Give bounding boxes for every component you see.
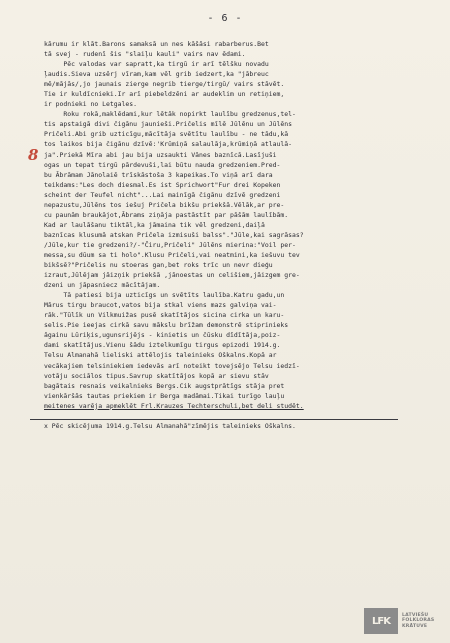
text-line: Tie ir kuldīcnieki.Ir arī piebeldzēni ar audeklim un retiņiem, bbox=[44, 90, 285, 99]
text-line: vecākajiem telsiniekiem iedevās arī noteikt tovejsējo Telsu iedzī- bbox=[44, 361, 300, 370]
text-line: ja".Priekā Mīra abi jau bija uzsaukti Vānes baznīcā.Lasījuši bbox=[44, 150, 277, 159]
text-line: meitenes varēja apmeklēt Frl.Krauzes Techterschuli,bet deli studēt. bbox=[44, 401, 304, 410]
text-line: cu paunām braukājot,Ābrams ziņāja pastāstīt par pāšām laulībām. bbox=[44, 210, 289, 219]
text-line: votāju sociālos tipus.Savrup skatītājos kopā ar sievu stāv bbox=[44, 371, 269, 380]
text-line: bikšsē?"Pričelis nu stoeras gan,bet roks trīc un nevr dieģu bbox=[44, 261, 273, 270]
margin-mark: 8 bbox=[28, 146, 39, 164]
text-line: Pēc valodas var sapratt,ka tirgū ir arī tēlšku novadu bbox=[44, 60, 269, 69]
text-line: kārumu ir klāt.Barons samaksā un nes kāšāsi rabarberus.Bet bbox=[44, 40, 269, 48]
text-line: tā svej - rudenī šis "slaiļu kauli" vairs nav ēdami. bbox=[44, 50, 246, 59]
text-line: scheint der Teufel nicht"...Lai mainīgā čigānu dzīvē gredzeni bbox=[44, 190, 281, 199]
text-line: mē/mājās/,jo jaunais zierge negrib tierge/tirgū/ vairs stāvēt. bbox=[44, 80, 285, 89]
text-line: vienkāršās tautas priekiem ir Berga madāmai.Tikai turīgo lauļu bbox=[44, 391, 285, 400]
text-line: rāk."Tūlīk un Vilkmuižas pusē skatītājos sicina cirka un karu- bbox=[44, 311, 285, 320]
text-line: dami skatītājus.Vienu šādu iztelkumīgu tirgus epizodi 1914.g. bbox=[44, 341, 281, 350]
archive-name-line: KRĀTUVE bbox=[402, 623, 428, 629]
page-number: - 6 - bbox=[207, 13, 243, 24]
text-line: teikdams:"Les doch diesmal.Es ist Sprichwort"Fur drei Kopeken bbox=[44, 180, 281, 189]
text-line: bu Ābrāmam Jānolaiē trīskāstoša 3 kapeikas.To viņā arī dara bbox=[44, 170, 273, 179]
text-line: āgainu Lūriķis,ugunsrijējs - kinietis un čūsku dīdītāja,poiz- bbox=[44, 331, 281, 340]
footnote-line: x Pēc skicējuma 1914.g.Telsu Almanahā"zīmējis taleinieks Oškalns. bbox=[44, 421, 296, 430]
archive-logo: LFK bbox=[364, 608, 398, 634]
text-line: /Jūle,kur tie gredzeni?/-"Čiru,Pričeli" Jūlēns mierina:"Voil per- bbox=[44, 240, 296, 249]
text-line: ogas un tepat tirgū pārdevuši,lai būtu nauda gredzeniem.Pred- bbox=[44, 160, 281, 169]
text-line: baznīcas klusumā atskan Pričela izmisuši balss"."Jūle,kai sagrāsas? bbox=[44, 230, 304, 239]
text-line: Mārus tirgu braucot,vatos bija stkal viens mazs galviņa vai- bbox=[44, 301, 277, 310]
text-line: izraut,Jūlējam jāizņik priekšā ,jānoestas un celišiem,jāizgem gre- bbox=[44, 271, 300, 280]
text-line: nepazustu,Jūlēns tos iešuj Pričela bikšu priekšā.Vēlāk,ar pre- bbox=[44, 200, 285, 209]
text-line: bagātais resnais veikalnieks Bergs.Cik augstprātīgs stāja pret bbox=[44, 381, 285, 390]
archive-name bbox=[402, 613, 434, 629]
text-line: selis.Pie ieejas cirkā savu mākslu brīžam demonstrē stiprinieks bbox=[44, 321, 289, 330]
text-line: tos laikos bija čigānu dzīvē:'Krūmiņā salaulāja,krūmiņā atlaulā- bbox=[44, 140, 293, 149]
text-line: Tā patiesi bija uzticīgs un svētīts laulība.Katru gadu,un bbox=[44, 291, 285, 300]
typed-text-body bbox=[44, 39, 436, 431]
text-line: ir podnieki no Letgales. bbox=[44, 100, 138, 109]
text-line: dzeni un jāpasniecz mācītājam. bbox=[44, 281, 161, 290]
text-line: Roku rokā,maklēdami,kur lētāk nopirkt laulību gredzenus,tel- bbox=[44, 110, 296, 119]
footnote-divider bbox=[30, 419, 398, 420]
text-line: messa,su dūum sa ti holo".Klusu Pričeli,vai neatmini,ka iešuvu tev bbox=[44, 250, 300, 259]
text-line: Kad ar laulāšanu tiktāl,ka jāmaina tik vēl gredzeni,daiļā bbox=[44, 220, 265, 229]
archive-name-line: LATVIEŠU bbox=[402, 612, 429, 618]
archive-name-line: FOLKLORAS bbox=[402, 618, 435, 624]
text-line: tis apstaigā divi čigānu jaunieši.Pričelis mīlē Jūlēnu un Jūlēns bbox=[44, 120, 293, 129]
text-line: ļaudis.Sieva uzsērj vīram,kam vēl grib iedzert,ka "jābreuc bbox=[44, 70, 269, 79]
text-line: Telsu Almanahā lieliski attēlojis taleinieks Oškalns.Kopā ar bbox=[44, 351, 277, 360]
text-line: Pričeli.Abi grib uzticīgu,mācītāja svētītu laulību - ne tādu,kā bbox=[44, 130, 289, 139]
archive-stamp bbox=[364, 607, 444, 635]
